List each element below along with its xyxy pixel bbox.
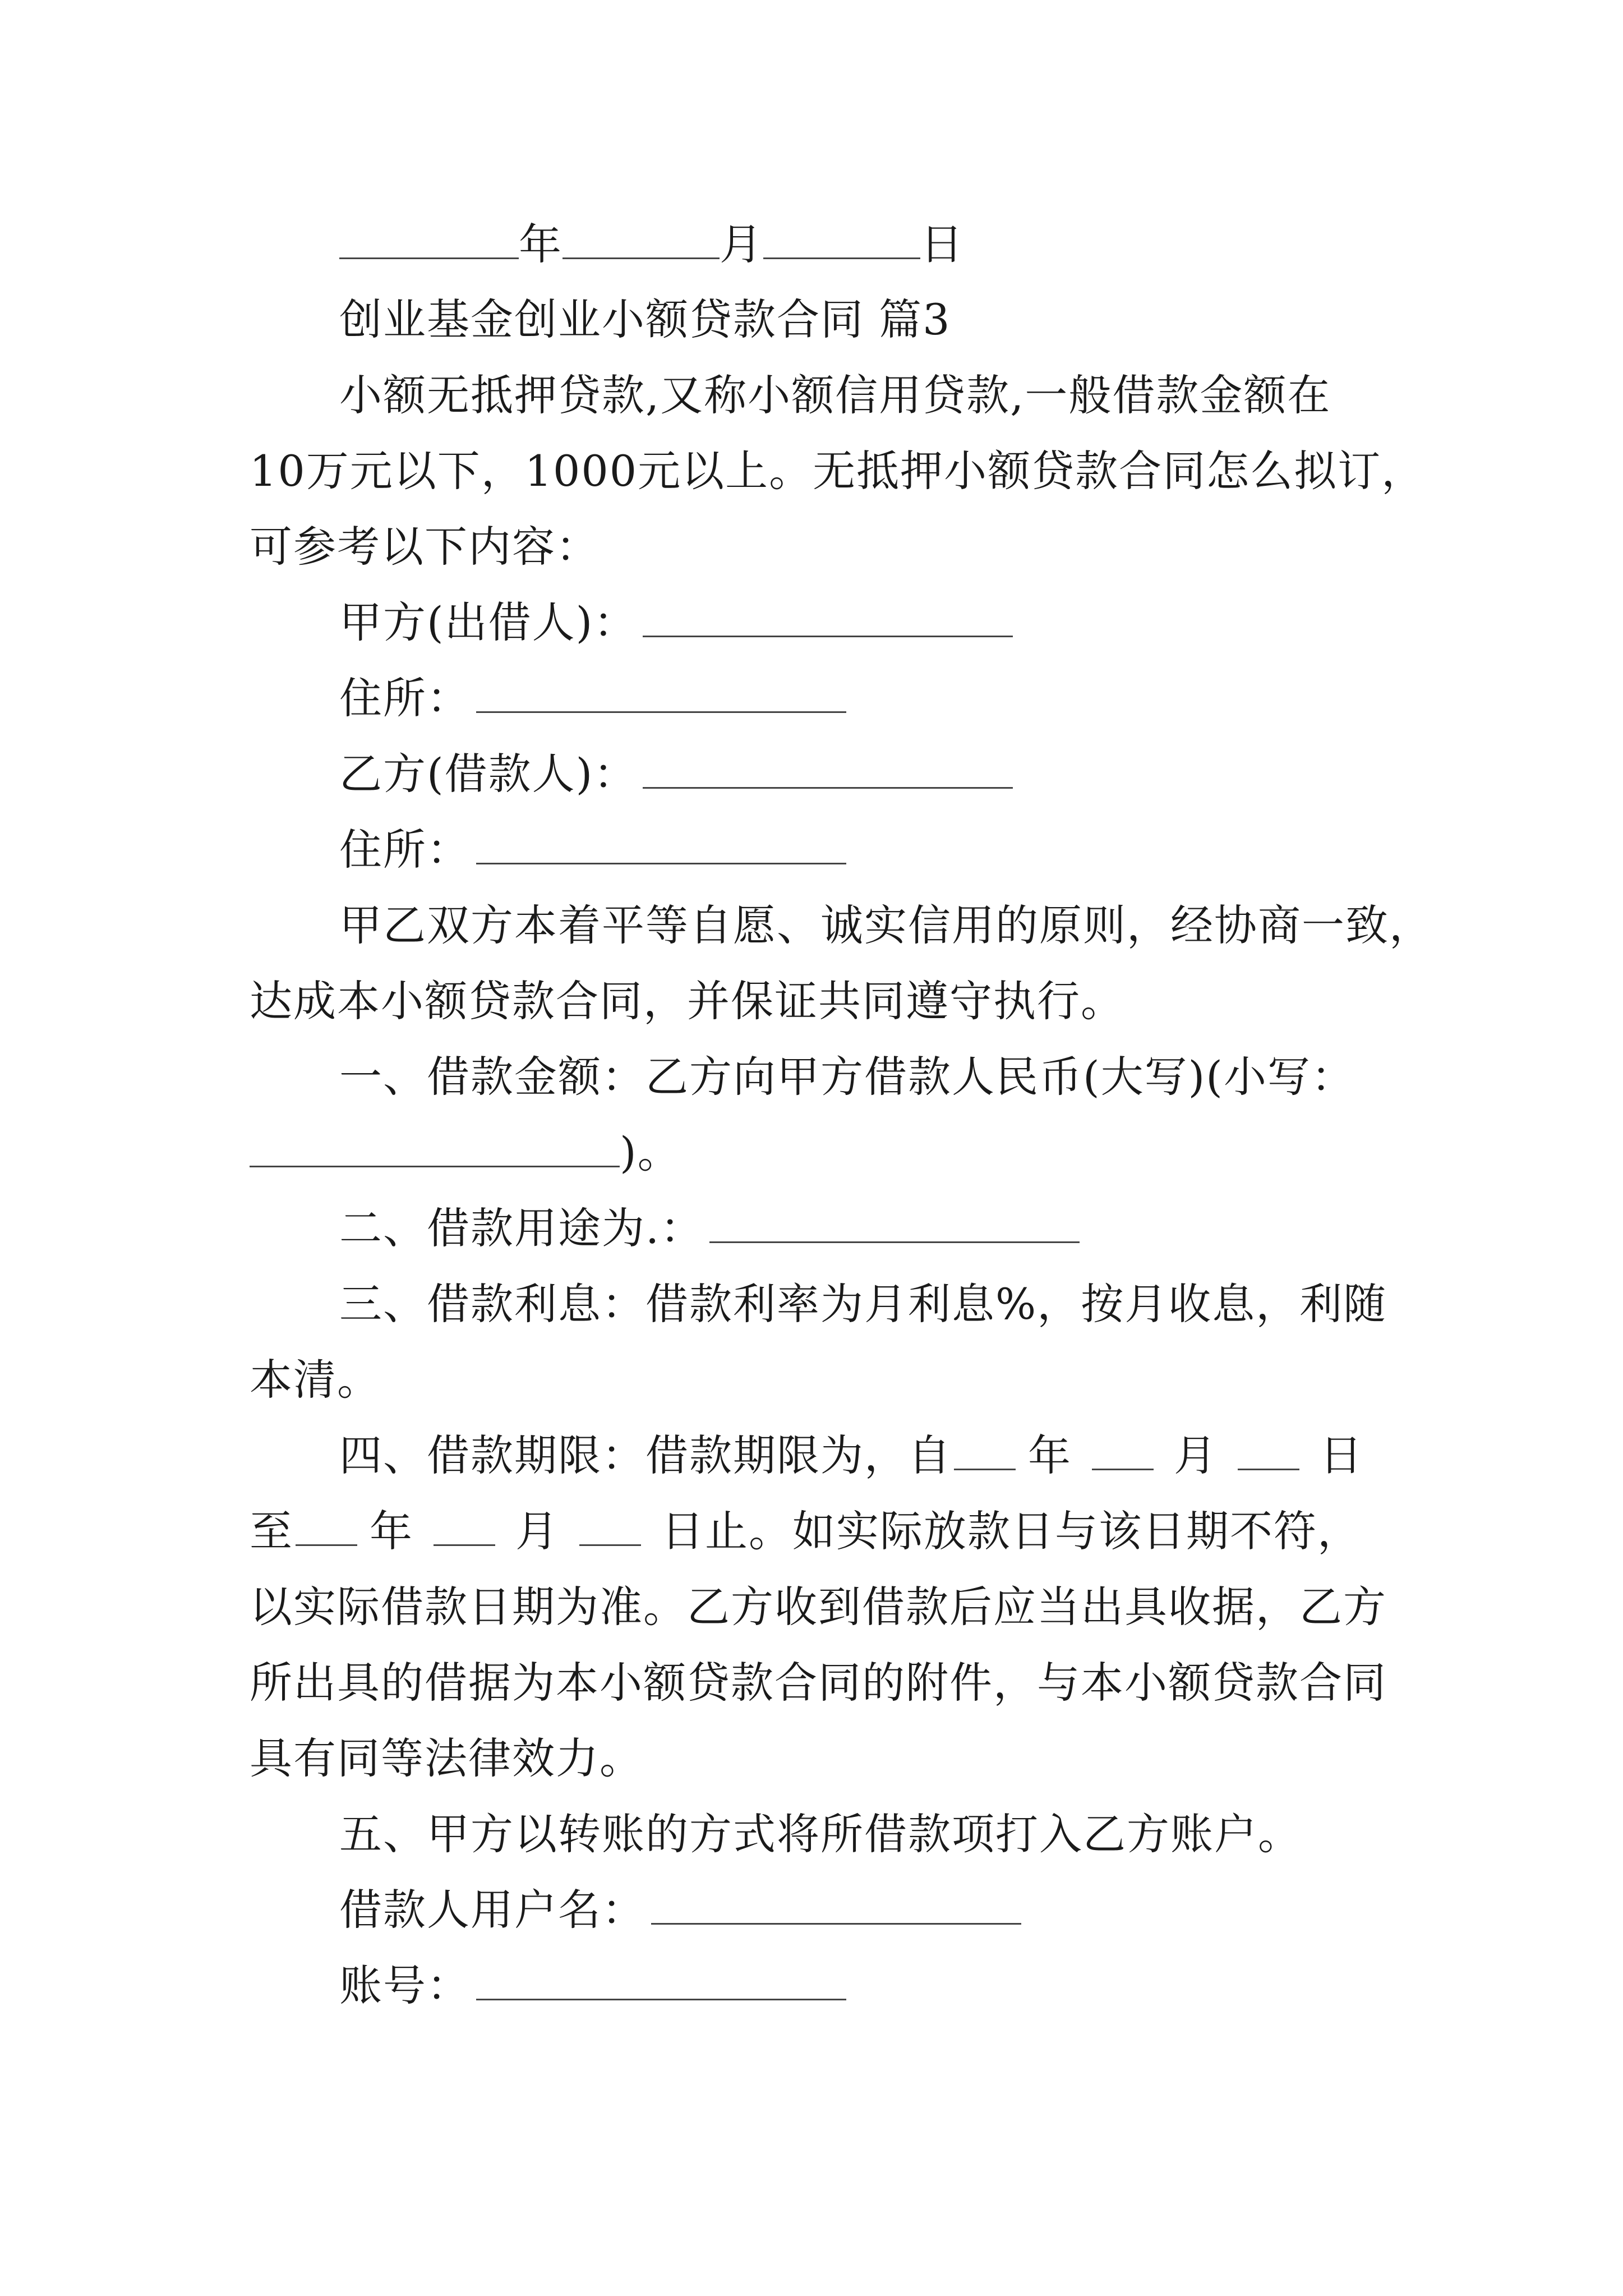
end-year-label: 年	[370, 1506, 413, 1556]
intro-line-2: 10万元以下，1000元以上。无抵押小额贷款合同怎么拟订，	[250, 446, 1426, 496]
clause4-line-2	[250, 1503, 1361, 1559]
section-heading: 创业基金创业小额贷款合同 篇3	[339, 295, 951, 344]
clause4-end: 日止。如实际放款日与该日期不符，	[661, 1506, 1361, 1556]
clause4-start: 四、借款期限：借款期限为，自	[339, 1430, 952, 1480]
clause4-line-1	[339, 1428, 1363, 1484]
account-username-blank	[651, 1884, 1021, 1925]
clause4-line-4: 所出具的借据为本小额贷款合同的附件，与本小额贷款合同	[250, 1658, 1387, 1708]
lender-row	[339, 595, 1013, 651]
intro-line-1: 小额无抵押贷款,又称小额信用贷款,一般借款金额在	[339, 370, 1331, 420]
purpose-blank	[709, 1202, 1080, 1243]
borrower-row	[339, 746, 1013, 802]
end-year-blank	[296, 1505, 357, 1546]
amount-blank	[250, 1126, 620, 1167]
end-month-label: 月	[515, 1506, 559, 1556]
year-blank	[339, 218, 519, 259]
lender-blank	[643, 596, 1013, 637]
account-username-label: 借款人用户名：	[339, 1885, 645, 1935]
start-year-blank	[954, 1429, 1016, 1470]
clause1-line-2	[250, 1125, 681, 1181]
borrower-address-label: 住所：	[339, 825, 471, 875]
end-month-blank	[434, 1505, 495, 1546]
month-blank	[562, 218, 720, 259]
day-label: 日	[920, 219, 964, 269]
borrower-blank	[643, 748, 1013, 789]
clause5-line-1: 五、甲方以转账的方式将所借款项打入乙方账户。	[339, 1809, 1302, 1859]
lender-address-label: 住所：	[339, 673, 471, 723]
year-label: 年	[519, 219, 562, 269]
date-line	[339, 217, 964, 273]
account-number-row	[339, 1958, 846, 2014]
borrower-address-row	[339, 822, 846, 878]
account-username-row	[339, 1882, 1021, 1938]
borrower-address-blank	[476, 823, 846, 864]
end-day-blank	[579, 1505, 641, 1546]
clause4-line-5: 具有同等法律效力。	[250, 1733, 643, 1783]
clause4-to: 至	[250, 1506, 293, 1556]
start-year-label: 年	[1028, 1430, 1072, 1480]
preamble-line-1: 甲乙双方本着平等自愿、诚实信用的原则，经协商一致，	[339, 900, 1433, 950]
start-day-blank	[1238, 1429, 1299, 1470]
start-month-blank	[1092, 1429, 1154, 1470]
account-number-blank	[476, 1959, 846, 2000]
clause2-row	[339, 1200, 1080, 1257]
clause1-suffix: )。	[620, 1128, 681, 1177]
clause1-line-1: 一、借款金额：乙方向甲方借款人民币(大写)(小写：	[339, 1052, 1355, 1102]
month-label: 月	[720, 219, 763, 269]
clause3-line-1: 三、借款利息：借款利率为月利息%，按月收息，利随	[339, 1279, 1387, 1329]
lender-label: 甲方(出借人)：	[339, 597, 638, 647]
clause3-line-2: 本清。	[250, 1355, 381, 1405]
preamble-line-2: 达成本小额贷款合同，并保证共同遵守执行。	[250, 976, 1124, 1026]
borrower-label: 乙方(借款人)：	[339, 749, 638, 799]
account-number-label: 账号：	[339, 1961, 471, 2010]
start-day-label: 日	[1320, 1430, 1363, 1480]
lender-address-row	[339, 670, 846, 726]
day-blank	[763, 218, 920, 259]
start-month-label: 月	[1174, 1430, 1218, 1480]
lender-address-blank	[476, 672, 846, 713]
clause4-line-3: 以实际借款日期为准。乙方收到借款后应当出具收据，乙方	[250, 1582, 1387, 1632]
intro-line-3: 可参考以下内容：	[250, 522, 600, 572]
clause2-label: 二、借款用途为.：	[339, 1203, 704, 1253]
